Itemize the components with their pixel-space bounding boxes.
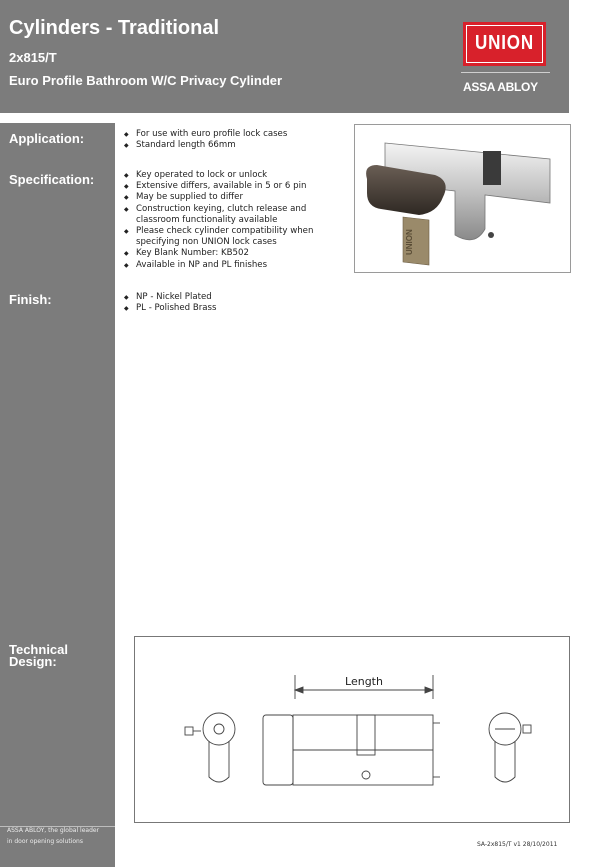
bullet-item: ◆ May be supplied to differ xyxy=(124,192,346,203)
document-reference: SA-2x815/T v1 28/10/2011 xyxy=(477,841,558,848)
sidebar xyxy=(0,123,115,867)
specification-label: Specification: xyxy=(9,172,95,187)
bullet-item: ◆ Available in NP and PL finishes xyxy=(124,260,346,271)
application-list xyxy=(124,129,346,151)
svg-text:UNION: UNION xyxy=(405,229,414,255)
header-band xyxy=(0,0,569,113)
application-label: Application: xyxy=(9,131,85,146)
bullet-item: ◆ Please check cylinder compatibility when specifying non UNION lock cases xyxy=(124,226,346,248)
cylinder-back-view xyxy=(489,713,531,782)
bullet-item: ◆ Key operated to lock or unlock xyxy=(124,170,346,181)
arrow-left-icon xyxy=(295,687,303,693)
bullet-item: ◆ NP - Nickel Plated xyxy=(124,292,346,303)
specification-list xyxy=(124,170,346,271)
arrow-right-icon xyxy=(425,687,433,693)
bullet-item: ◆ For use with euro profile lock cases xyxy=(124,129,346,140)
bullet-item: ◆ Key Blank Number: KB502 xyxy=(124,248,346,259)
product-subtitle: Euro Profile Bathroom W/C Privacy Cylinder xyxy=(9,73,283,88)
document-title: Cylinders - Traditional xyxy=(9,17,220,39)
length-label: Length xyxy=(345,675,383,688)
product-photo xyxy=(354,124,571,273)
footer-tagline-2: in door opening solutions xyxy=(7,838,83,845)
technical-design-label: Technical Design: xyxy=(9,642,69,669)
finish-label: Finish: xyxy=(9,292,52,307)
bullet-item: ◆ Standard length 66mm xyxy=(124,140,346,151)
union-logo-text: UNION xyxy=(474,32,535,54)
assa-abloy-logo: ASSA ABLOY xyxy=(463,80,538,94)
bullet-item: ◆ PL - Polished Brass xyxy=(124,303,346,314)
bullet-item: ◆ Construction keying, clutch release and classroom functionality available xyxy=(124,204,346,226)
logo-divider xyxy=(461,72,550,73)
union-logo xyxy=(463,22,546,66)
technical-drawing xyxy=(134,636,570,823)
bullet-item: ◆ Extensive differs, available in 5 or 6 pin xyxy=(124,181,346,192)
cylinder-side-view xyxy=(263,715,440,785)
cylinder-front-view xyxy=(185,713,235,782)
finish-list xyxy=(124,292,346,314)
footer-tagline-1: ASSA ABLOY, the global leader xyxy=(7,827,100,834)
product-code: 2x815/T xyxy=(9,50,57,65)
